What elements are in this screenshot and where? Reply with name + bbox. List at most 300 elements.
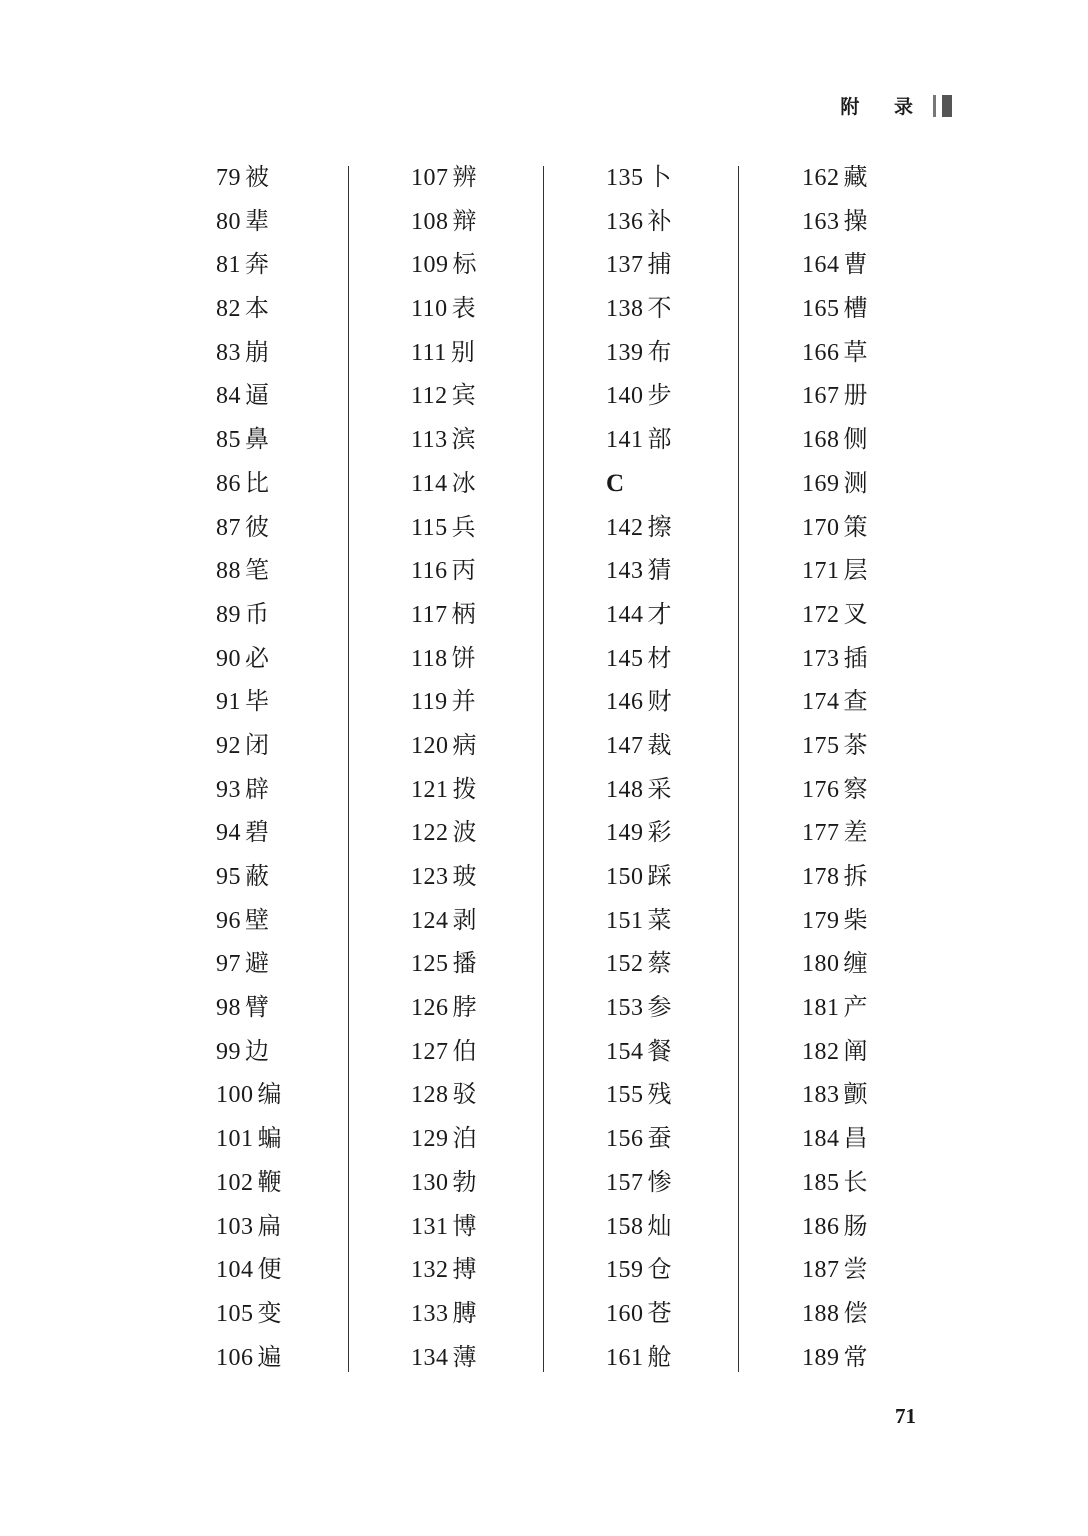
index-entry: [411, 243, 606, 287]
entry-number: 146: [606, 689, 644, 716]
entry-character: 不: [647, 294, 672, 323]
index-column-3: [606, 156, 801, 1379]
index-entry: [411, 156, 606, 200]
entry-character: 草: [843, 337, 868, 366]
entry-character: 鞭: [257, 1167, 282, 1196]
entry-number: 97: [216, 951, 241, 978]
entry-number: 88: [216, 558, 241, 585]
entry-number: 140: [606, 383, 644, 410]
entry-character: 崩: [245, 337, 269, 366]
index-entry: [606, 331, 801, 375]
entry-character: 踩: [647, 862, 672, 890]
entry-number: 151: [606, 907, 644, 934]
index-entry: [606, 593, 801, 637]
entry-number: 98: [216, 995, 241, 1022]
index-entry: [216, 462, 411, 506]
index-entry: [216, 637, 411, 681]
entry-character: 捕: [647, 250, 672, 279]
entry-number: 91: [216, 689, 241, 716]
entry-number: 162: [802, 165, 840, 191]
entry-number: 184: [802, 1126, 840, 1153]
index-entry: [606, 287, 801, 331]
index-entry: [216, 287, 411, 331]
entry-number: 154: [606, 1038, 644, 1065]
index-entry: [606, 1030, 801, 1074]
entry-character: 槽: [843, 294, 868, 323]
entry-number: 180: [802, 951, 840, 978]
index-entry: [606, 1117, 801, 1161]
index-entry: [802, 1030, 997, 1074]
index-entry: [411, 506, 606, 550]
entry-character: 采: [647, 774, 672, 803]
entry-character: 惨: [647, 1167, 672, 1196]
entry-number: 113: [411, 427, 448, 454]
entry-number: 93: [216, 776, 241, 803]
entry-number: 137: [606, 252, 644, 279]
entry-number: 138: [606, 296, 644, 323]
index-entry: [216, 1073, 411, 1117]
header-bar-thick: [942, 95, 952, 117]
entry-number: 165: [802, 296, 840, 323]
entry-number: 94: [216, 820, 241, 847]
index-entry: [411, 331, 606, 375]
index-entry: [216, 331, 411, 375]
entry-number: 147: [606, 732, 644, 759]
entry-character: 藏: [843, 163, 868, 191]
index-entry: [802, 811, 997, 855]
index-entry: [606, 156, 801, 200]
entry-character: 财: [647, 687, 672, 716]
entry-number: 181: [802, 995, 840, 1022]
index-entry: [802, 418, 997, 462]
index-entry: [216, 899, 411, 943]
index-entry: [216, 986, 411, 1030]
entry-character: 扁: [257, 1211, 282, 1240]
entry-character: 苍: [647, 1298, 672, 1327]
entry-number: 123: [411, 864, 449, 890]
entry-number: 172: [802, 601, 840, 628]
index-entry: [216, 1336, 411, 1380]
entry-number: 112: [411, 383, 448, 410]
entry-number: 99: [216, 1038, 241, 1065]
entry-character: 辈: [245, 206, 269, 235]
index-entry: [606, 637, 801, 681]
entry-character: 剥: [452, 905, 477, 934]
entry-number: 170: [802, 514, 840, 541]
entry-number: 130: [411, 1169, 449, 1196]
entry-character: 卜: [647, 163, 672, 191]
entry-number: 152: [606, 951, 644, 978]
index-entry: [802, 374, 997, 418]
index-entry: [606, 1161, 801, 1205]
index-entry: [216, 768, 411, 812]
entry-number: 183: [802, 1082, 840, 1109]
index-entry: [802, 855, 997, 899]
entry-character: 残: [647, 1080, 672, 1109]
index-entry: [411, 374, 606, 418]
entry-number: 160: [606, 1300, 644, 1327]
entry-number: 84: [216, 383, 241, 410]
entry-character: 彩: [647, 818, 672, 847]
entry-number: 118: [411, 645, 448, 672]
entry-number: 106: [216, 1344, 254, 1371]
index-entry: [216, 1030, 411, 1074]
entry-number: 174: [802, 689, 840, 716]
index-entry: [802, 1161, 997, 1205]
column-divider: [738, 166, 739, 1372]
entry-number: 150: [606, 864, 644, 890]
index-entry: [216, 374, 411, 418]
entry-number: 110: [411, 296, 448, 323]
entry-character: 别: [450, 337, 475, 366]
entry-character: 餐: [647, 1036, 672, 1065]
index-entry: [802, 1292, 997, 1336]
entry-character: 并: [451, 687, 476, 716]
entry-character: 蔽: [245, 862, 269, 890]
entry-character: 必: [245, 643, 269, 672]
entry-number: 104: [216, 1257, 254, 1284]
entry-number: 127: [411, 1038, 449, 1065]
entry-number: 144: [606, 601, 644, 628]
entry-character: 拨: [452, 774, 477, 803]
entry-character: 币: [245, 599, 269, 628]
index-entry: [606, 418, 801, 462]
entry-number: 128: [411, 1082, 449, 1109]
index-entry: [216, 855, 411, 899]
index-entry: [216, 1248, 411, 1292]
entry-character: 补: [647, 206, 672, 235]
entry-number: 83: [216, 339, 241, 366]
character-index-grid: [216, 156, 996, 1376]
index-entry: [411, 986, 606, 1030]
index-entry: [802, 462, 997, 506]
entry-character: 查: [843, 687, 868, 716]
entry-character: 避: [245, 949, 269, 978]
entry-character: 柄: [451, 599, 476, 628]
entry-character: 常: [843, 1342, 868, 1371]
entry-character: 蚕: [647, 1124, 672, 1153]
entry-character: 边: [245, 1036, 269, 1065]
entry-number: 171: [802, 558, 840, 585]
index-column-1: [216, 156, 411, 1379]
entry-character: 冰: [451, 468, 476, 497]
entry-number: 182: [802, 1038, 840, 1065]
entry-number: 125: [411, 951, 449, 978]
entry-number: 163: [802, 208, 840, 235]
entry-number: 119: [411, 689, 448, 716]
entry-number: 124: [411, 907, 449, 934]
entry-character: 才: [647, 599, 672, 628]
index-entry: [606, 724, 801, 768]
entry-character: 辟: [245, 774, 269, 803]
entry-character: 舱: [647, 1342, 672, 1371]
entry-character: 昌: [843, 1124, 868, 1153]
entry-character: 辩: [452, 206, 477, 235]
entry-character: 拆: [843, 862, 868, 890]
index-entry: [802, 506, 997, 550]
entry-character: 驳: [452, 1080, 477, 1109]
entry-character: 病: [452, 730, 477, 759]
entry-number: 102: [216, 1169, 254, 1196]
entry-number: 90: [216, 645, 241, 672]
index-entry: [216, 811, 411, 855]
entry-number: 185: [802, 1169, 840, 1196]
entry-character: 缠: [843, 949, 868, 978]
index-entry: [411, 549, 606, 593]
index-entry: [802, 986, 997, 1030]
entry-number: 157: [606, 1169, 644, 1196]
entry-character: 察: [843, 774, 868, 803]
index-entry: [216, 724, 411, 768]
entry-number: 139: [606, 339, 644, 366]
index-entry: [216, 1205, 411, 1249]
index-entry: [216, 200, 411, 244]
entry-character: 曹: [843, 250, 868, 279]
entry-character: 辨: [452, 163, 477, 191]
entry-character: 蔡: [647, 949, 672, 978]
entry-character: 茶: [843, 730, 868, 759]
entry-number: 173: [802, 645, 840, 672]
entry-number: 115: [411, 514, 448, 541]
entry-number: 156: [606, 1126, 644, 1153]
index-entry: [411, 680, 606, 724]
entry-character: 侧: [843, 425, 868, 454]
entry-number: 186: [802, 1213, 840, 1240]
entry-number: 105: [216, 1300, 254, 1327]
entry-character: 裁: [647, 730, 672, 759]
entry-number: 79: [216, 165, 241, 191]
entry-number: 132: [411, 1257, 449, 1284]
index-entry: [606, 986, 801, 1030]
index-entry: [802, 1073, 997, 1117]
entry-character: 博: [452, 1211, 477, 1240]
entry-character: 丙: [451, 556, 476, 585]
index-entry: [606, 506, 801, 550]
entry-character: 仓: [647, 1255, 672, 1284]
column-divider: [543, 166, 544, 1372]
entry-number: 177: [802, 820, 840, 847]
entry-character: 伯: [452, 1036, 477, 1065]
index-entry: [411, 1248, 606, 1292]
index-entry: [802, 549, 997, 593]
entry-number: 82: [216, 296, 241, 323]
running-header: [840, 92, 952, 119]
entry-number: 114: [411, 470, 448, 497]
index-entry: [411, 593, 606, 637]
index-entry: [411, 1073, 606, 1117]
entry-number: 86: [216, 470, 241, 497]
entry-number: 155: [606, 1082, 644, 1109]
entry-number: 187: [802, 1257, 840, 1284]
entry-number: 168: [802, 427, 840, 454]
index-entry: [802, 200, 997, 244]
header-bar-thin: [933, 95, 936, 117]
index-entry: [411, 287, 606, 331]
entry-character: 遍: [257, 1342, 282, 1371]
entry-character: 测: [843, 468, 868, 497]
entry-number: 95: [216, 864, 241, 890]
entry-character: 饼: [451, 643, 476, 672]
entry-character: 薄: [452, 1342, 477, 1371]
index-entry: [606, 680, 801, 724]
entry-character: 碧: [245, 818, 269, 847]
entry-character: 膊: [452, 1298, 477, 1327]
index-entry: [411, 462, 606, 506]
entry-character: 闭: [245, 730, 269, 759]
entry-number: 136: [606, 208, 644, 235]
entry-character: 尝: [843, 1255, 868, 1284]
entry-number: 89: [216, 601, 241, 628]
index-entry: [606, 1336, 801, 1380]
index-entry: [802, 637, 997, 681]
entry-number: 153: [606, 995, 644, 1022]
entry-character: 参: [647, 993, 672, 1022]
index-entry: [411, 1292, 606, 1336]
entry-number: 116: [411, 558, 448, 585]
entry-number: 103: [216, 1213, 254, 1240]
entry-character: 肠: [843, 1211, 868, 1240]
entry-character: 搏: [452, 1255, 477, 1284]
entry-number: 92: [216, 732, 241, 759]
entry-character: 臂: [245, 993, 269, 1022]
index-column-4: [802, 156, 997, 1379]
index-entry: [411, 418, 606, 462]
index-entry: [802, 593, 997, 637]
entry-number: 135: [606, 165, 644, 191]
entry-number: 111: [411, 339, 447, 366]
index-entry: [802, 156, 997, 200]
entry-character: 猜: [647, 556, 672, 585]
entry-number: 178: [802, 864, 840, 890]
entry-character: 灿: [647, 1211, 672, 1240]
entry-character: 颤: [843, 1080, 868, 1109]
index-entry: [802, 942, 997, 986]
entry-character: 变: [257, 1298, 282, 1327]
index-entry: [802, 1117, 997, 1161]
entry-number: 101: [216, 1126, 254, 1153]
entry-character: 层: [843, 556, 868, 585]
entry-number: 117: [411, 601, 448, 628]
entry-character: 便: [257, 1255, 282, 1284]
entry-number: 81: [216, 252, 241, 279]
index-entry: [216, 680, 411, 724]
index-entry: [216, 506, 411, 550]
entry-character: 策: [843, 512, 868, 541]
entry-character: 步: [647, 381, 672, 410]
entry-character: 壁: [245, 905, 269, 934]
page-number: 71: [895, 1404, 916, 1428]
entry-character: 毕: [245, 687, 269, 716]
index-entry: [606, 374, 801, 418]
entry-character: 柴: [843, 905, 868, 934]
entry-number: 129: [411, 1126, 449, 1153]
entry-character: 蝙: [257, 1124, 282, 1153]
entry-character: 笔: [245, 556, 269, 585]
entry-number: 169: [802, 470, 840, 497]
entry-number: 148: [606, 776, 644, 803]
index-entry: [606, 855, 801, 899]
index-entry: [411, 1205, 606, 1249]
entry-character: 脖: [452, 993, 477, 1022]
entry-number: 120: [411, 732, 449, 759]
entry-character: 差: [843, 818, 868, 847]
column-divider: [348, 166, 349, 1372]
index-entry: [411, 942, 606, 986]
entry-number: 109: [411, 252, 449, 279]
entry-number: 143: [606, 558, 644, 585]
entry-character: 偿: [843, 1298, 868, 1327]
entry-character: 泊: [452, 1124, 477, 1153]
entry-number: 141: [606, 427, 644, 454]
entry-character: 宾: [451, 381, 476, 410]
index-entry: [802, 331, 997, 375]
index-entry: [411, 1030, 606, 1074]
entry-character: 波: [452, 818, 477, 847]
index-entry: [606, 549, 801, 593]
index-entry: [216, 1161, 411, 1205]
index-entry: [411, 899, 606, 943]
entry-number: 166: [802, 339, 840, 366]
index-entry: [216, 243, 411, 287]
index-entry: [606, 811, 801, 855]
entry-character: 插: [843, 643, 868, 672]
index-entry: [216, 156, 411, 200]
entry-character: 布: [647, 337, 672, 366]
entry-number: 189: [802, 1344, 840, 1371]
entry-number: 126: [411, 995, 449, 1022]
index-entry: [606, 768, 801, 812]
section-heading: C: [606, 469, 625, 497]
entry-number: 107: [411, 165, 449, 191]
index-entry: [216, 418, 411, 462]
entry-character: 滨: [451, 425, 476, 454]
entry-character: 勃: [452, 1167, 477, 1196]
entry-character: 本: [245, 294, 269, 323]
entry-number: 145: [606, 645, 644, 672]
index-entry: [802, 287, 997, 331]
index-entry: [411, 1161, 606, 1205]
index-entry: [606, 942, 801, 986]
index-entry: [802, 899, 997, 943]
entry-character: 彼: [245, 512, 269, 541]
entry-character: 玻: [452, 862, 477, 890]
entry-number: 96: [216, 907, 241, 934]
index-entry: [802, 1248, 997, 1292]
index-entry: [606, 1292, 801, 1336]
index-entry: [606, 1205, 801, 1249]
index-entry: [802, 1336, 997, 1380]
entry-character: 兵: [451, 512, 476, 541]
entry-character: 逼: [245, 381, 269, 410]
entry-character: 比: [245, 468, 269, 497]
entry-number: 188: [802, 1300, 840, 1327]
entry-character: 菜: [647, 905, 672, 934]
index-entry: [802, 680, 997, 724]
entry-character: 操: [843, 206, 868, 235]
entry-character: 标: [452, 250, 477, 279]
entry-number: 176: [802, 776, 840, 803]
entry-character: 材: [647, 643, 672, 672]
index-entry: [411, 200, 606, 244]
index-entry: [802, 768, 997, 812]
entry-number: 158: [606, 1213, 644, 1240]
entry-number: 159: [606, 1257, 644, 1284]
entry-number: 133: [411, 1300, 449, 1327]
index-entry: [411, 1336, 606, 1380]
entry-character: 鼻: [245, 425, 269, 454]
index-entry: [606, 1248, 801, 1292]
index-entry: [411, 811, 606, 855]
